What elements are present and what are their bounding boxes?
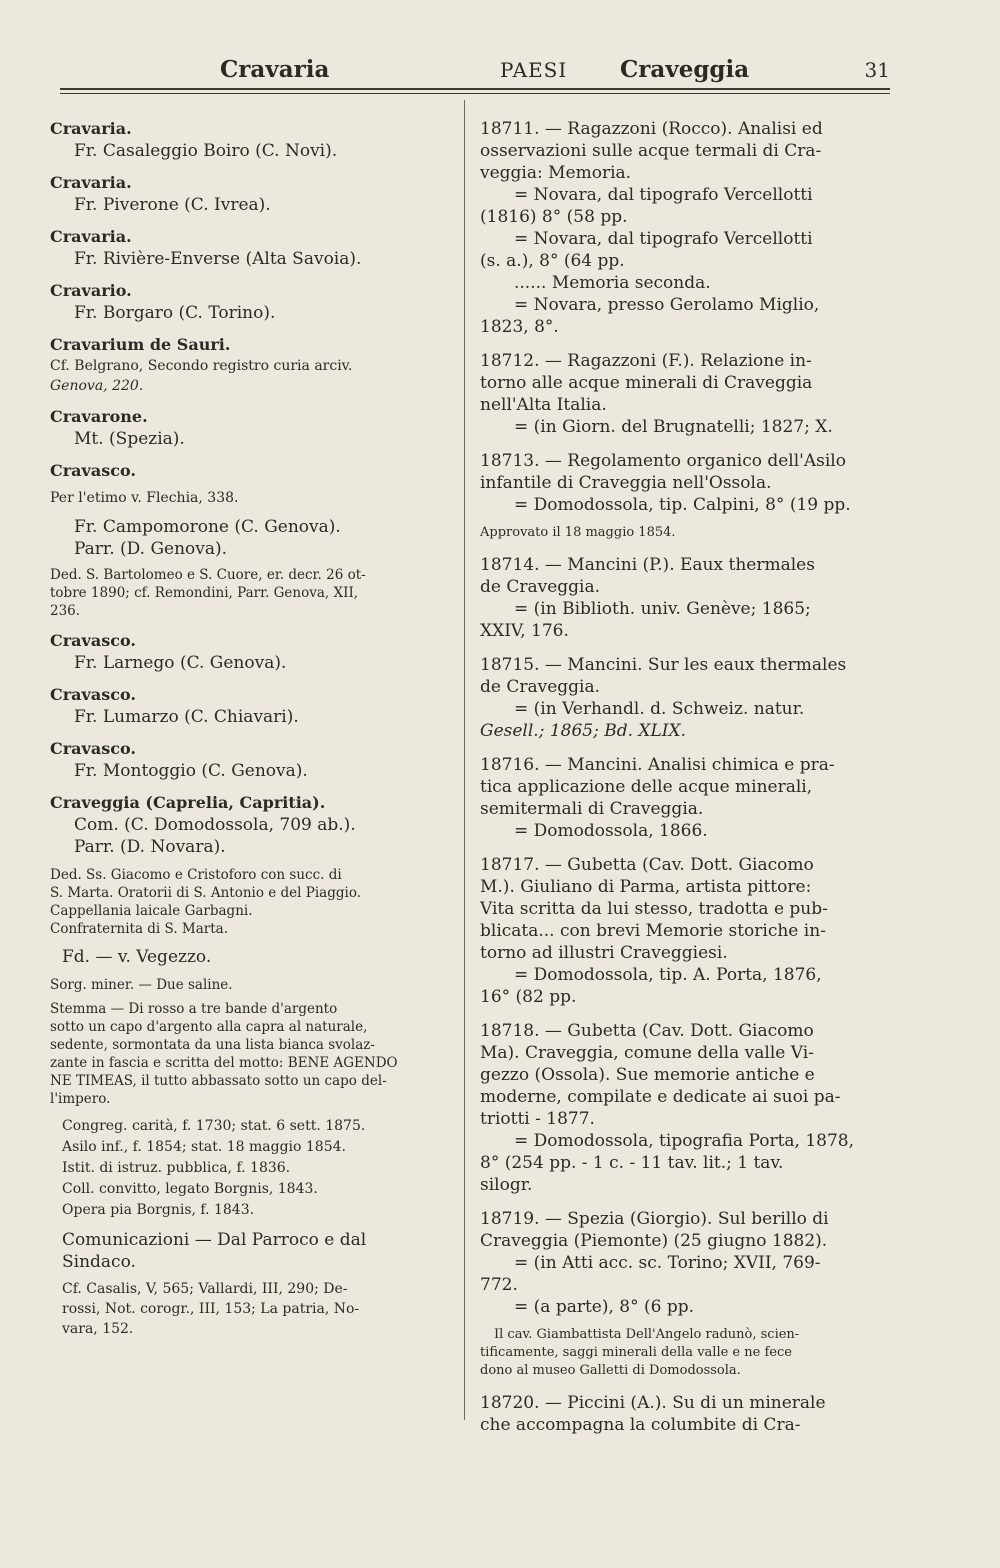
entry-line: 18720. — Piccini (A.). Su di un minerale	[480, 1393, 826, 1413]
entry-line: = (a parte), 8° (6 pp.	[514, 1297, 695, 1317]
institution-line: Coll. convitto, legato Borgnis, 1843.	[62, 1181, 318, 1197]
place-entry	[50, 630, 455, 674]
entry-line: M.). Giuliano di Parma, artista pittore:	[480, 877, 812, 897]
reference-line: rossi, Not. corogr., III, 153; La patria, No-	[62, 1301, 360, 1317]
entry-line: = Novara, presso Gerolamo Miglio,	[514, 295, 820, 315]
entry-line: 18717. — Gubetta (Cav. Dott. Giacomo	[480, 855, 814, 875]
place-name: Cravasco.	[50, 685, 136, 704]
place-name: Cravasco.	[50, 631, 136, 650]
entry-line: torno alle acque minerali di Craveggia	[480, 373, 813, 393]
entry-line: = Domodossola, tip. Calpini, 8° (19 pp.	[514, 495, 851, 515]
header-rule-thin	[60, 93, 890, 94]
place-detail: Fr. Larnego (C. Genova).	[74, 653, 287, 673]
entry-line: 18718. — Gubetta (Cav. Dott. Giacomo	[480, 1021, 814, 1041]
column-divider	[464, 100, 465, 1420]
reference-line: vara, 152.	[62, 1321, 134, 1337]
entry-line: blicata... con brevi Memorie storiche in-	[480, 921, 826, 941]
note-line: Il cav. Giambattista Dell'Angelo radunò, scien-	[494, 1327, 800, 1342]
place-note: Per l'etimo v. Flechia, 338.	[50, 490, 239, 506]
entry-line: tica applicazione delle acque minerali,	[480, 777, 813, 797]
institution-line: Asilo inf., f. 1854; stat. 18 maggio 1854.	[62, 1139, 346, 1155]
note-line: dono al museo Galletti di Domodossola.	[480, 1363, 741, 1378]
header-left-term: Cravaria	[220, 56, 330, 83]
entry-line: 18714. — Mancini (P.). Eaux thermales	[480, 555, 815, 575]
place-detail: Parr. (D. Genova).	[74, 539, 228, 559]
entry-line: 18712. — Ragazzoni (F.). Relazione in-	[480, 351, 812, 371]
place-detail: Com. (C. Domodossola, 709 ab.).	[74, 815, 356, 835]
stemma-text: sotto un capo d'argento alla capra al naturale,	[50, 1019, 368, 1035]
entry-line: (1816) 8° (58 pp.	[480, 207, 628, 227]
stemma-text: zante in fascia e scritta del motto: BENE AGENDO	[50, 1055, 398, 1071]
place-detail: Fr. Lumarzo (C. Chiavari).	[74, 707, 299, 727]
place-entry	[50, 280, 455, 324]
place-entry	[50, 406, 455, 450]
entry-line: de Craveggia.	[480, 577, 601, 597]
entry-line: infantile di Craveggia nell'Ossola.	[480, 473, 772, 493]
page-number: 31	[864, 58, 890, 82]
entry-line: = Novara, dal tipografo Vercellotti	[514, 229, 813, 249]
place-detail: Fr. Campomorone (C. Genova).	[74, 517, 341, 537]
note-line: tificamente, saggi minerali della valle e ne fece	[480, 1345, 792, 1360]
bibliography-entry	[480, 1392, 890, 1436]
entry-line: 1823, 8°.	[480, 317, 559, 337]
left-column	[50, 118, 455, 1349]
entry-line: = Novara, dal tipografo Vercellotti	[514, 185, 813, 205]
place-entry	[50, 460, 455, 620]
entry-line: de Craveggia.	[480, 677, 601, 697]
entry-line: Ma). Craveggia, comune della valle Vi-	[480, 1043, 814, 1063]
place-note: Ded. S. Bartolomeo e S. Cuore, er. decr. 26 ot-	[50, 567, 366, 583]
entry-line: gezzo (Ossola). Sue memorie antiche e	[480, 1065, 815, 1085]
entry-line: osservazioni sulle acque termali di Cra-	[480, 141, 822, 161]
institution-line: Istit. di istruz. pubblica, f. 1836.	[62, 1160, 291, 1176]
institution-line: Opera pia Borgnis, f. 1843.	[62, 1202, 255, 1218]
place-entry-craveggia	[50, 792, 455, 1339]
header-section: PAESI	[500, 58, 568, 82]
bibliography-entry	[480, 1208, 890, 1318]
place-detail: Fr. Piverone (C. Ivrea).	[74, 195, 271, 215]
place-detail: Parr. (D. Novara).	[74, 837, 226, 857]
entry-line: XXIV, 176.	[480, 621, 569, 641]
place-name: Cravaria.	[50, 119, 132, 138]
place-note: Confraternita di S. Marta.	[50, 921, 228, 937]
place-note: tobre 1890; cf. Remondini, Parr. Genova, XII,	[50, 585, 359, 601]
entry-line: = (in Giorn. del Brugnatelli; 1827; X.	[514, 417, 833, 437]
header-right-term: Craveggia	[620, 56, 750, 83]
entry-line: che accompagna la columbite di Cra-	[480, 1415, 801, 1435]
entry-line: 18713. — Regolamento organico dell'Asilo	[480, 451, 846, 471]
place-note: Sorg. miner. — Due saline.	[50, 977, 233, 993]
entry-note	[480, 1326, 890, 1380]
entry-line: = Domodossola, tip. A. Porta, 1876,	[514, 965, 822, 985]
entry-line: torno ad illustri Craveggiesi.	[480, 943, 728, 963]
bibliography-entry	[480, 450, 890, 516]
place-note: Cappellania laicale Garbagni.	[50, 903, 253, 919]
entry-line: semitermali di Craveggia.	[480, 799, 704, 819]
place-name: Craveggia (Caprelia, Capritia).	[50, 793, 326, 812]
entry-line: (s. a.), 8° (64 pp.	[480, 251, 625, 271]
entry-line: silogr.	[480, 1175, 533, 1195]
bibliography-entry	[480, 1020, 890, 1196]
place-note: Cf. Belgrano, Secondo registro curia arciv.	[50, 358, 353, 374]
stemma-text: sedente, sormontata da una lista bianca svolaz-	[50, 1037, 375, 1053]
place-note: Genova, 220.	[50, 378, 144, 394]
entry-line: moderne, compilate e dedicate ai suoi pa-	[480, 1087, 841, 1107]
entry-line: 16° (82 pp.	[480, 987, 577, 1007]
place-detail: Mt. (Spezia).	[74, 429, 185, 449]
place-entry	[50, 118, 455, 162]
entry-line: Vita scritta da lui stesso, tradotta e pub-	[480, 899, 828, 919]
place-note: S. Marta. Oratorii di S. Antonio e del Piaggio.	[50, 885, 362, 901]
entry-line: = (in Verhandl. d. Schweiz. natur.	[514, 699, 805, 719]
place-name: Cravaria.	[50, 227, 132, 246]
bibliography-entry	[480, 754, 890, 842]
place-detail: Fr. Montoggio (C. Genova).	[74, 761, 308, 781]
reference-line: Cf. Casalis, V, 565; Vallardi, III, 290; De-	[62, 1281, 348, 1297]
entry-line: 18719. — Spezia (Giorgio). Sul berillo di	[480, 1209, 829, 1229]
entry-line: triotti - 1877.	[480, 1109, 595, 1129]
entry-line: 8° (254 pp. - 1 c. - 11 tav. lit.; 1 tav.	[480, 1153, 784, 1173]
entry-line: = (in Biblioth. univ. Genève; 1865;	[514, 599, 811, 619]
entry-line: nell'Alta Italia.	[480, 395, 607, 415]
place-entry	[50, 738, 455, 782]
place-detail: Fd. — v. Vegezzo.	[62, 947, 212, 967]
entry-line: Craveggia (Piemonte) (25 giugno 1882).	[480, 1231, 828, 1251]
header-rule	[60, 88, 890, 90]
stemma-text: Stemma — Di rosso a tre bande d'argento	[50, 1001, 338, 1017]
place-detail: Fr. Borgaro (C. Torino).	[74, 303, 276, 323]
entry-line: veggia: Memoria.	[480, 163, 632, 183]
place-name: Cravasco.	[50, 739, 136, 758]
communications-line: Sindaco.	[62, 1252, 136, 1272]
bibliography-entry	[480, 554, 890, 642]
place-name: Cravasco.	[50, 461, 136, 480]
place-note: Ded. Ss. Giacomo e Cristoforo con succ. di	[50, 867, 342, 883]
bibliography-entry	[480, 118, 890, 338]
running-header	[60, 52, 890, 92]
entry-line: 772.	[480, 1275, 518, 1295]
bibliography-entry	[480, 350, 890, 438]
institution-line: Congreg. carità, f. 1730; stat. 6 sett. 1875.	[62, 1118, 366, 1134]
stemma-text: l'impero.	[50, 1091, 111, 1107]
place-detail: Fr. Casaleggio Boiro (C. Novi).	[74, 141, 338, 161]
place-name: Cravarone.	[50, 407, 148, 426]
place-name: Cravaria.	[50, 173, 132, 192]
place-entry	[50, 172, 455, 216]
place-note: 236.	[50, 603, 81, 619]
entry-line: = (in Atti acc. sc. Torino; XVII, 769-	[514, 1253, 821, 1273]
entry-line: 18715. — Mancini. Sur les eaux thermales	[480, 655, 847, 675]
entry-line: = Domodossola, tipografia Porta, 1878,	[514, 1131, 855, 1151]
place-name: Cravario.	[50, 281, 132, 300]
bibliography-entry	[480, 854, 890, 1008]
entry-line: 18716. — Mancini. Analisi chimica e pra-	[480, 755, 835, 775]
entry-line: = Domodossola, 1866.	[514, 821, 708, 841]
place-entry	[50, 226, 455, 270]
bibliography-entry	[480, 654, 890, 742]
communications-line: Comunicazioni — Dal Parroco e dal	[62, 1230, 367, 1250]
entry-line: Gesell.; 1865; Bd. XLIX.	[480, 721, 687, 741]
entry-note: Approvato il 18 maggio 1854.	[480, 525, 676, 540]
place-name: Cravarium de Sauri.	[50, 335, 231, 354]
place-entry	[50, 334, 455, 396]
stemma-text: NE TIMEAS, il tutto abbassato sotto un capo del-	[50, 1073, 387, 1089]
entry-line: 18711. — Ragazzoni (Rocco). Analisi ed	[480, 119, 823, 139]
place-detail: Fr. Rivière-Enverse (Alta Savoia).	[74, 249, 362, 269]
right-column	[480, 118, 890, 1448]
place-entry	[50, 684, 455, 728]
entry-line: ...... Memoria seconda.	[514, 273, 711, 293]
